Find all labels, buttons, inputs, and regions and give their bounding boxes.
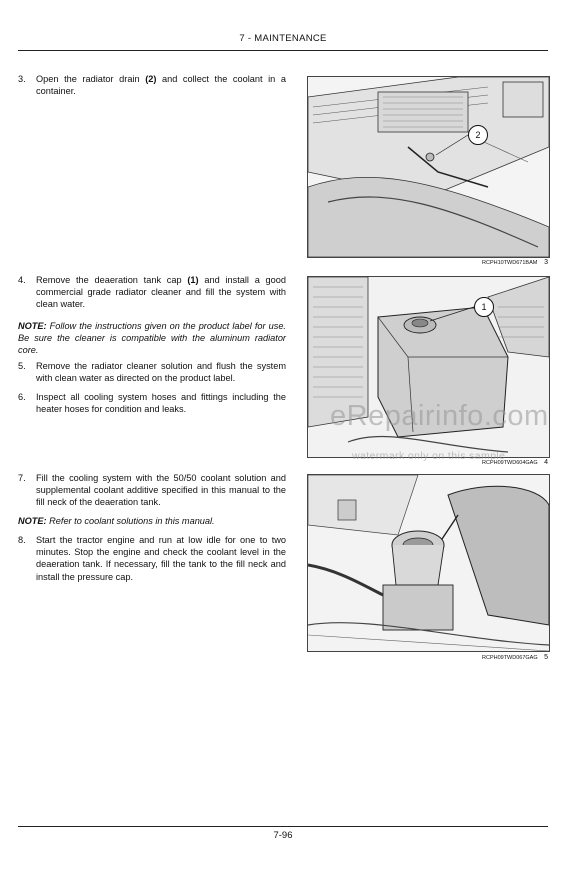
callout-2: 2 [468, 125, 488, 145]
step-5 [18, 360, 286, 384]
watermark-brand: eRepairinfo.com [330, 400, 549, 432]
footer-rule [18, 826, 548, 827]
step-number: 8. [18, 535, 26, 545]
note-cleaner: NOTE: Follow the instructions given on the product label for use. Be sure the cleaner is compatible with the aluminum radiator core. [18, 321, 286, 356]
step-number: 7. [18, 473, 26, 483]
step-6 [18, 391, 286, 415]
figure-code: RCPH09TWD067GAG [482, 655, 538, 661]
callout-1: 1 [474, 297, 494, 317]
figure-code: RCPH09TWD604GAG [482, 460, 538, 466]
step-text: Remove the deaeration tank cap (1) and install a good commercial grade radiator cleaner and fill the system with clean water. [36, 275, 286, 310]
step-8 [18, 534, 286, 583]
step-text: Remove the radiator cleaner solution and flush the system with clean water as directed on the product label. [36, 361, 286, 384]
figure-code: RCPH10TWD671BAM [482, 260, 538, 266]
step-text: Open the radiator drain (2) and collect the coolant in a container. [36, 74, 286, 97]
figure-coolant-fill [307, 474, 550, 652]
step-text: Fill the cooling system with the 50/50 coolant solution and supplemental coolant additive specified in this manual to the fill neck of the deaeration tank. [36, 473, 286, 508]
page-number: 7-96 [273, 830, 293, 841]
step-number: 4. [18, 275, 26, 285]
step-7 [18, 472, 286, 509]
step-number: 6. [18, 392, 26, 402]
step-4 [18, 274, 286, 311]
watermark-subtitle: watermark only on this sample [352, 450, 506, 462]
page-header: 7 - MAINTENANCE [239, 33, 327, 44]
figure-radiator-drain [307, 76, 550, 258]
step-number: 5. [18, 361, 26, 371]
step-number: 3. [18, 74, 26, 84]
header-rule [18, 50, 548, 51]
step-text: Start the tractor engine and run at low idle for one to two minutes. Stop the engine and check the coolant level in the deaeration tank. If necessary, fill the tank to the fill neck and install the pressure cap. [36, 535, 286, 582]
figure-number: 4 [544, 459, 548, 466]
figure-number: 3 [544, 259, 548, 266]
step-3 [18, 73, 286, 97]
note-coolant: NOTE: Refer to coolant solutions in this manual. [18, 516, 215, 526]
figure-number: 5 [544, 654, 548, 661]
step-text: Inspect all cooling system hoses and fittings including the heater hoses for condition and leaks. [36, 392, 286, 415]
